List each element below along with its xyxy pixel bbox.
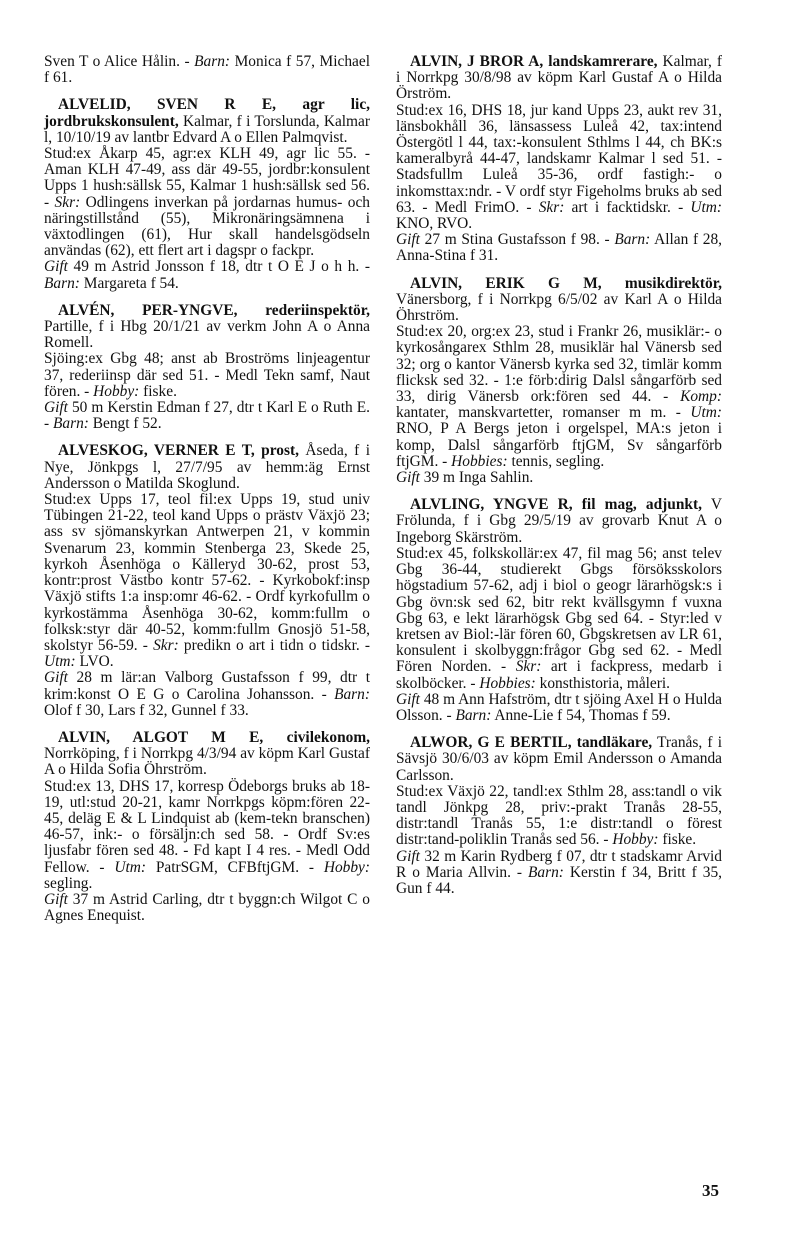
entry-text: Sven T o Alice Hålin. - [44, 53, 195, 70]
entry-paragraph [44, 146, 370, 259]
entry-paragraph [396, 692, 722, 724]
entry-text: Tranås, f i Sävsjö 30/6/03 av köpm Emil Andersson o Amanda Carlsson. [396, 734, 722, 784]
field-label: Barn: [44, 274, 80, 292]
biography-entry [396, 276, 722, 487]
entry-paragraph [44, 892, 370, 924]
entry-text: tennis, segling. [507, 452, 605, 470]
entry-text: fiske. [658, 831, 697, 849]
entry-intro [44, 303, 370, 352]
entry-paragraph [44, 259, 370, 291]
field-label: Skr: [54, 193, 81, 211]
field-label: Barn: [334, 685, 370, 703]
field-label: Utm: [44, 653, 76, 671]
field-label: Barn: [52, 415, 89, 433]
entry-paragraph [44, 400, 370, 432]
field-label: Hobby: [612, 831, 659, 849]
field-label: Gift [44, 258, 68, 276]
entry-paragraph [44, 670, 370, 719]
entry-text: Olof f 30, Lars f 32, Gunnel f 33. [44, 701, 249, 719]
entry-heading: ALVESKOG, VERNER E T, prost, [58, 442, 299, 460]
entry-text: Partille, f i Hbg 20/1/21 av verkm John A o Anna Romell. [44, 318, 370, 352]
entry-text: Åseda, f i Nye, Jönkpgs l, 27/7/95 av hemm:äg Ernst Andersson o Matilda Skoglund. [44, 442, 370, 492]
field-label: Barn: [528, 863, 564, 881]
entry-paragraph [396, 324, 722, 470]
entry-heading: ALVLING, YNGVE R, fil mag, adjunkt, [410, 496, 702, 514]
entry-text: V Frölunda, f i Gbg 29/5/19 av grovarb Knut A o Ingeborg Skärström. [396, 496, 722, 546]
entry-intro [44, 730, 370, 779]
entry-heading: ALWOR, G E BERTIL, tandläkare, [410, 734, 653, 752]
entry-text: art i fackpress, medarb i skolböcker. - [396, 658, 722, 692]
entry-paragraph [396, 784, 722, 849]
entry-paragraph [396, 546, 722, 692]
field-label: Hobby: [93, 382, 140, 400]
entry-text: 32 m Karin Rydberg f 07, dtr t stadskamr Arvid R o Maria Allvin. - [396, 847, 722, 881]
entry-text: predikn o art i tidn o tidskr. - [178, 636, 370, 654]
field-label: Gift [44, 890, 68, 908]
field-label: Gift [396, 469, 420, 487]
entry-intro [396, 54, 722, 103]
entry-paragraph [396, 232, 722, 264]
entry-text: Vänersborg, f i Norrkpg 6/5/02 av Karl A o Hilda Öhrström. [396, 290, 722, 325]
field-label: Hobbies: [479, 674, 536, 692]
entry-text: 49 m Astrid Jonsson f 18, dtr t O E J o h h. - [67, 258, 370, 276]
entry-heading: ALVIN, J BROR A, landskamrerare, [410, 53, 658, 70]
entry-text: Monica f 57, Michael f 61. [44, 53, 370, 87]
field-label: Hobbies: [451, 452, 508, 470]
field-label: Utm: [114, 858, 147, 876]
biography-entry [44, 730, 370, 924]
entry-heading: ALVÉN, PER-YNGVE, rederiinspektör, [58, 301, 370, 319]
page-number: 35 [702, 1181, 719, 1200]
entry-paragraph [396, 470, 722, 486]
entry-text: RNO, P A Bergs jeton i orgelspel, MA:s jeton i komp, Dalsl sångarförb ftjGM, Sv sångarförb ftjGM. - [396, 420, 722, 470]
entry-text: Stud:ex Upps 17, teol fil:ex Upps 19, stud univ Tübingen 21-22, teol kand Upps o prästv Växjö 23; ass sv sjömanskyrkan Antwerpen 21, v kommin Svenarum 23, kommin Stenberga 23, Skede 25, kyrkoh Åsenhöga o Källeryd 30-62, prost 53, kontr:prost Västbo kontr 57-62. - Kyrkobokf:insp Växjö stifts 1:a insp:omr 46-62. - Ordf kyrkofullm o kyrkostämma Åsenhöga 30-62, komm:fullm o folksk:styr där 40-52, komm:fullm Gnosjö 51-58, skolstyr 56-59. - [44, 491, 370, 654]
field-label: Skr: [538, 198, 565, 216]
entry-text: Stud:ex 13, DHS 17, korresp Ödeborgs bruks ab 18-19, utl:stud 20-21, kamr Norrkpgs köpm:fören 22-45, deläg E & L Lindquist ab (kem-tekn branschen) 46-57, ink:- o försäljn:ch sed 58. - Ordf Sv:es ljusfabr fören sed 48. - Fd kapt I 4 res. - Medl Odd Fellow. - [44, 777, 370, 876]
biography-entry [396, 735, 722, 897]
field-label: Gift [396, 690, 420, 708]
entry-text: Stud:ex 45, folkskollär:ex 47, fil mag 56; anst telev Gbg 36-44, studierekt Gbgs försöksskolors högstadium 57-62, adj i biol o geogr lärarhögsk:s i Gbg övn:sk sed 62, bitr rekt kvällsgymn f vuxna Gbg 63, e lekt lärarhögsk Gbg sed 64. - Styr:led v kretsen av Biol:-lär fören 60, Gbgskretsen av LR 61, konsulent i skolbyggn:frågor Gbg sed 62. - Medl Fören Norden. - [396, 544, 722, 676]
field-label: Barn: [194, 53, 231, 70]
entry-heading: ALVELID, SVEN R E, agr lic, jordbrukskonsulent, [44, 96, 370, 130]
entry-text: konsthistoria, måleri. [535, 674, 671, 692]
field-label: Skr: [515, 658, 542, 676]
entry-text: Anne-Lie f 54, Thomas f 59. [491, 706, 671, 724]
entry-text: Bengt f 52. [88, 415, 162, 433]
entry-text: Kerstin f 34, Britt f 35, Gun f 44. [396, 863, 723, 897]
entry-intro [396, 497, 722, 546]
entry-text: art i facktidskr. - [564, 198, 691, 216]
entry-text: 39 m Inga Sahlin. [419, 469, 534, 487]
entry-text: Stud:ex Växjö 22, tandl:ex Sthlm 28, ass:tandl o vik tandl Jönkpg 28, priv:-prakt Tranås 28-55, distr:tandl Tranås 55, 1:e distr:tandl o förest distr:tand-poliklin Tranås sed 56. - [396, 782, 722, 849]
entry-text: Norrköping, f i Norrkpg 4/3/94 av köpm Karl Gustaf A o Hilda Sofia Öhrström. [44, 745, 370, 779]
entry-text: Margareta f 54. [79, 274, 179, 292]
field-label: Utm: [690, 404, 722, 422]
field-label: Barn: [614, 231, 651, 249]
entry-paragraph [44, 351, 370, 400]
entry-heading: ALVIN, ALGOT M E, civilekonom, [58, 728, 370, 746]
entry-intro [44, 97, 370, 146]
entry-text: Odlingens inverkan på jordarnas humus- och näringstillstånd (55), Mikronäringsämnena i växtodlingen (61), Hur skall handelsgödseln användas (62), ett flert art i dagspr o fackpr. [44, 193, 370, 260]
entry-intro [396, 276, 722, 325]
field-label: Barn: [455, 706, 492, 724]
field-label: Skr: [153, 636, 179, 654]
field-label: Gift [44, 399, 68, 417]
biography-entry [44, 443, 370, 718]
entry-intro [396, 735, 722, 784]
entry-text: Stud:ex Åkarp 45, agr:ex KLH 49, agr lic 55. - Aman KLH 47-49, ass där 49-55, jordbr:konsulent Upps 1 hush:sällsk 55, Kalmar 1 hush:sällsk sed 56. - [44, 145, 370, 211]
entry-text: LVO. [75, 653, 114, 671]
entry-text: 48 m Ann Hafström, dtr t sjöing Axel H o Hulda Olsson. - [396, 690, 722, 724]
left-column [44, 54, 370, 935]
field-label: Utm: [690, 198, 722, 216]
biography-entry [44, 97, 370, 291]
field-label: Gift [396, 231, 420, 249]
entry-text: KNO, RVO. [396, 215, 473, 233]
entry-text: Stud:ex 20, org:ex 23, stud i Frankr 26, musiklär:- o kyrkosångarex Sthlm 28, musiklär hal Vänersb sed 32; org o kantor Vänersb kyrka sed 32, timlär komm flicksk sed 32. - 1:e förb:dirig Dalsl sångarförb sed 33, dirig Vänersb ork:fören sed 44. - [396, 323, 722, 406]
entry-paragraph [44, 779, 370, 892]
entry-text: 27 m Stina Gustafsson f 98. - [419, 231, 615, 249]
entry-paragraph [396, 103, 722, 233]
entry-text: fiske. [139, 382, 177, 400]
entry-text: kantater, manskvartetter, romanser m m. - [396, 404, 691, 422]
field-label: Hobby: [323, 858, 371, 876]
entry-text: 50 m Kerstin Edman f 27, dtr t Karl E o Ruth E. - [44, 399, 370, 433]
field-label: Gift [396, 847, 420, 865]
entry-text: Sjöing:ex Gbg 48; anst ab Broströms linjeagentur 37, rederiinsp där sed 51. - Medl Tekn samf, Naut fören. - [44, 350, 370, 400]
entry-intro [44, 54, 370, 86]
entry-paragraph [44, 492, 370, 670]
entry-text: 37 m Astrid Carling, dtr t byggn:ch Wilgot C o Agnes Enequist. [44, 890, 370, 925]
entry-continuation [44, 54, 370, 86]
entry-intro [44, 443, 370, 492]
entry-text: PatrSGM, CFBftjGM. - [146, 858, 324, 876]
entry-paragraph [396, 849, 722, 898]
field-label: Komp: [680, 388, 722, 406]
biography-entry [396, 54, 722, 265]
entry-text: Allan f 28, Anna-Stina f 31. [396, 231, 723, 265]
entry-text: Kalmar, f i Torslunda, Kalmar l, 10/10/19 av lantbr Edvard A o Ellen Palmqvist. [44, 112, 370, 146]
entry-text: Kalmar, f i Norrkpg 30/8/98 av köpm Karl Gustaf A o Hilda Örström. [396, 53, 722, 103]
entry-text: 28 m lär:an Valborg Gustafsson f 99, dtr t krim:konst O E G o Carolina Johansson. - [44, 669, 370, 703]
entry-heading: ALVIN, ERIK G M, musikdirektör, [410, 274, 722, 292]
biography-entry [44, 303, 370, 433]
right-column [396, 54, 722, 908]
entry-text: segling. [44, 874, 93, 892]
entry-text: Stud:ex 16, DHS 18, jur kand Upps 23, aukt rev 31, länsbokhåll 36, länsassess Luleå 42, tax:intend Östergötl l 44, tax:-konsulent Sthlms l 44, ch BK:s kameralbyrå 44-47, landskamr Kalmar l sed 51. - Stadsfullm Luleå 35-36, ordf fastigh:- o inkomsttax:ndr. - V ordf styr Figeholms bruks ab sed 63. - Medl FrimO. - [396, 101, 722, 216]
biography-entry [396, 497, 722, 724]
field-label: Gift [44, 669, 68, 687]
